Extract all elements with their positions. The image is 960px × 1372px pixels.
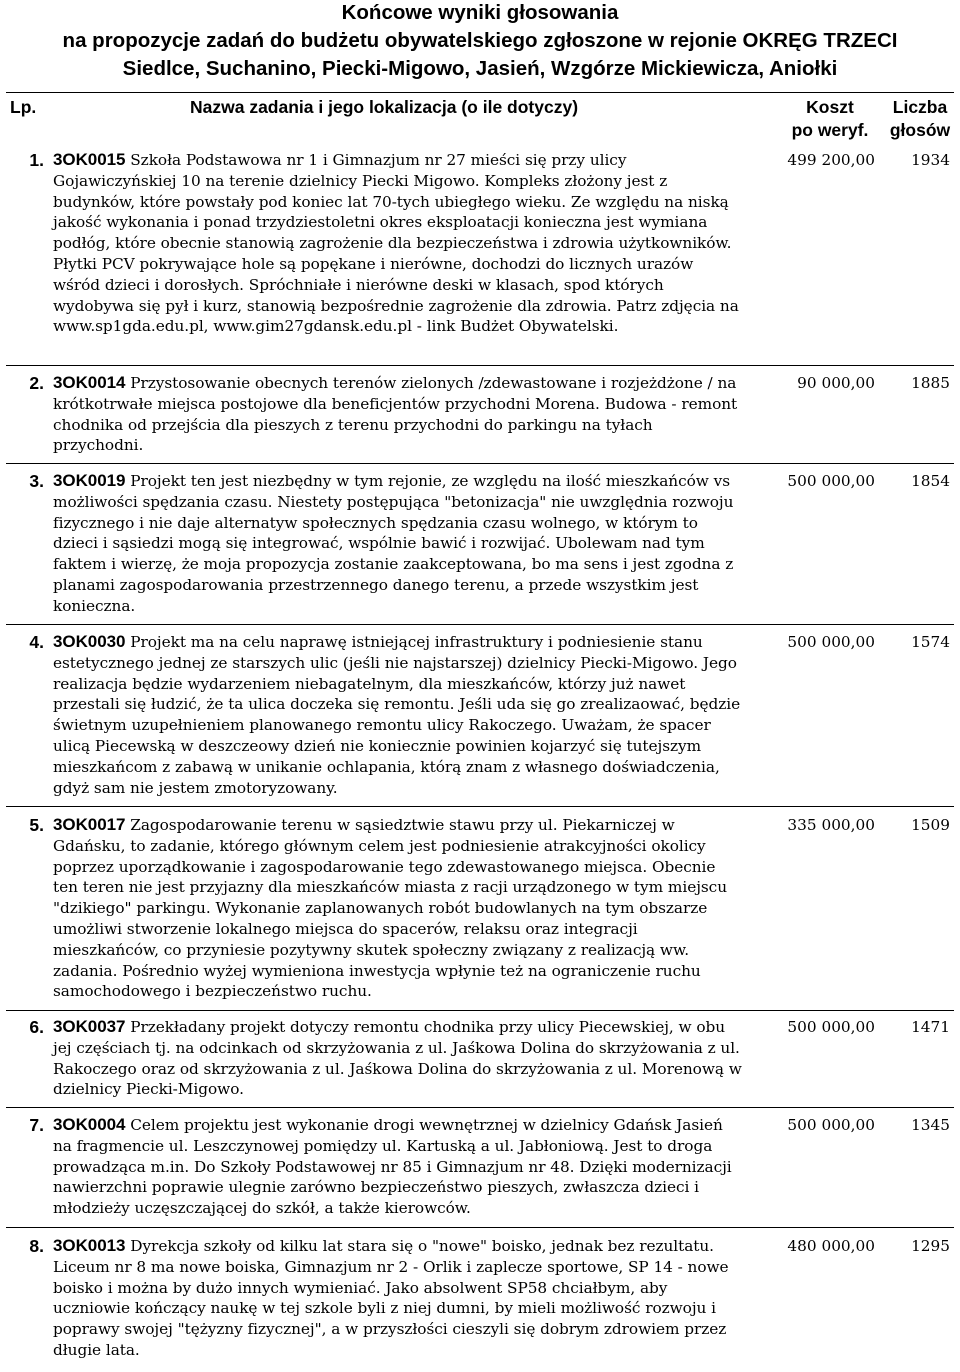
- row-description: [53, 1017, 743, 1100]
- row-number: 7.: [29, 1115, 44, 1135]
- project-code: 3OK0030: [53, 632, 126, 651]
- document-title: [0, 0, 960, 81]
- row-cost: 500 000,00: [787, 1018, 875, 1036]
- project-code: 3OK0014: [53, 373, 126, 392]
- row-cost: 480 000,00: [787, 1237, 875, 1255]
- row-votes: 1345: [911, 1116, 950, 1134]
- title-line-1: Końcowe wyniki głosowania: [341, 1, 619, 24]
- row-number: 8.: [29, 1236, 44, 1256]
- row-separator: [6, 1107, 954, 1108]
- row-separator: [6, 1010, 954, 1011]
- row-votes: 1934: [911, 151, 950, 169]
- project-text: Projekt ma na celu naprawę istniejącej infrastruktury i podniesienie stanu estetycznego jednej ze starszych ulic (jeśli nie najstarszej) dzielnicy Piecki-Migowo. Jego realizacja będzie wydarzeniem niebagatelnym, dla mieszkańców, którzy już nawet przestali się łudzić, że ta ulica doczeka się remontu. Jeśli uda się go zrealizaować, będzie świetnym uzupełnieniem planowanego remontu ulicy Rakoczego. Uważam, że spacer ulicą Piecewską w deszczeowy dzień nie koniecznie powinien kojarzyć się tutejszym mieszkańcom z zabawą w unikanie ochlapania, którą znam z własnego doświadczenia, gdyż sam nie jestem zmotoryzowany.: [53, 633, 741, 797]
- row-cost: 500 000,00: [787, 472, 875, 490]
- column-header-votes-line1: Liczba: [892, 97, 948, 117]
- project-code: 3OK0004: [53, 1115, 126, 1134]
- row-number: 2.: [29, 373, 44, 393]
- project-code: 3OK0017: [53, 815, 126, 834]
- column-header-votes-line2: głosów: [889, 120, 951, 140]
- row-description: [53, 1236, 743, 1361]
- row-separator: [6, 624, 954, 625]
- column-header-cost: [780, 96, 880, 142]
- project-text: Zagospodarowanie terenu w sąsiedztwie stawu przy ul. Piekarniczej w Gdańsku, to zadanie, którego głównym celem jest podniesienie atrakcyjności okolicy poprzez uporządkowanie i zagospodarowanie tego zdewastowanego miejsca. Obecnie ten teren nie jest przyjazny dla mieszkańców miasta z racji urządzonego w tym miejscu "dzikiego" parkingu. Wykonanie zaplanowanych robót budowlanych na tym obszarze umożliwi stworzenie lokalnego miejsca do spacerów, relaksu oraz integracji mieszkańców, co przyniesie pozytywny skutek społeczny związany z realizacją ww. zadania. Pośrednio wyżej wymieniona inwestycja wpłynie też na ograniczenie ruchu samochodowego i bezpieczeństwo ruchu.: [53, 816, 728, 1001]
- project-code: 3OK0013: [53, 1236, 126, 1255]
- row-separator: [6, 1227, 954, 1228]
- project-text: Projekt ten jest niezbędny w tym rejonie, ze względu na ilość mieszkańców vs możliwości spędzania czasu. Niestety postępująca "betonizacja" nie uwzględnia rozwoju fizycznego i nie daje alternatyw społecznych spędzania czasu wolnego, w którym to dzieci i sąsiedzi mogą się integrować, wspólnie bawić i rozwijać. Ubolewam nad tym faktem i wierzę, że moja propozycja zostanie zaakceptowana, bo ma sens i jest zgodna z planami zagospodarowania przestrzennego danego terenu, a przede wszystkim jest konieczna.: [53, 472, 734, 615]
- header-top-rule: [6, 92, 954, 93]
- row-votes: 1885: [911, 374, 950, 392]
- project-text: Przystosowanie obecnych terenów zielonych /zdewastowane i rozjeżdżone / na krótkotrwałe miejsca postojowe dla beneficjentów przychodni Morena. Budowa - remont chodnika od przejścia dla pieszych z terenu przychodni do parkingu na tyłach przychodni.: [53, 374, 738, 455]
- row-cost: 500 000,00: [787, 633, 875, 651]
- row-separator: [6, 806, 954, 807]
- title-line-2: na propozycje zadań do budżetu obywatelskiego zgłoszone w rejonie OKRĘG TRZECI: [62, 29, 898, 52]
- title-line-3: Siedlce, Suchanino, Piecki-Migowo, Jasień, Wzgórze Mickiewicza, Aniołki: [122, 57, 838, 80]
- row-votes: 1574: [911, 633, 950, 651]
- row-number: 3.: [29, 471, 44, 491]
- row-votes: 1295: [911, 1237, 950, 1255]
- project-text: Dyrekcja szkoły od kilku lat stara się o "nowe" boisko, jednak bez rezultatu. Liceum nr 8 ma nowe boiska, Gimnazjum nr 2 - Orlik i zaplecze sportowe, SP 14 - nowe boisko i można by dużo innych wymieniać. Jako absolwent SP58 chciałbym, aby uczniowie kończący naukę w tej szkole byli z niej dumni, by mieli możliwość rozwoju i poprawy swojej "tężyzny fizycznej", a w przyszłości cieszyli się dobrym zdrowiem przez długie lata.: [53, 1237, 729, 1359]
- row-votes: 1509: [911, 816, 950, 834]
- row-description: [53, 150, 743, 337]
- project-text: Przekładany projekt dotyczy remontu chodnika przy ulicy Piecewskiej, w obu jej częściach tj. na odcinkach od skrzyżowania z ul. Jaśkowa Dolina do skrzyżowania z ul. Rakoczego oraz od skrzyżowania z ul. Jaśkowa Dolina do skrzyżowania z ul. Morenową w dzielnicy Piecki-Migowo.: [53, 1018, 742, 1099]
- project-text: Szkoła Podstawowa nr 1 i Gimnazjum nr 27 mieści się przy ulicy Gojawiczyńskiej 10 na terenie dzielnicy Piecki Migowo. Kompleks złożony jest z budynków, które powstały pod koniec lat 70-tych ubiegłego wieku. Ze względu na niską jakość wykonania i ponad trzydziestoletni okres eksploatacji konieczna jest wymiana podłóg, które obecnie stanowią zagrożenie dla bezpieczeństwa i zdrowia użytkowników. Płytki PCV pokrywające hole są popękane i nierówne, dochodzi do licznych urazów wśród dzieci i dorosłych. Spróchniałe i nierówne deski w klasach, spod których wydobywa się pył i kurz, stanowią bezpośrednie zagrożenie dla zdrowia. Patrz zdjęcia na www.sp1gda.edu.pl, www.gim27gdansk.edu.pl - link Budżet Obywatelski.: [53, 151, 739, 336]
- row-cost: 335 000,00: [787, 816, 875, 834]
- row-cost: 499 200,00: [787, 151, 875, 169]
- project-code: 3OK0037: [53, 1017, 126, 1036]
- project-text: Celem projektu jest wykonanie drogi wewnętrznej w dzielnicy Gdańsk Jasień na fragmencie ul. Leszczynowej pomiędzy ul. Kartuską a ul. Jabłoniową. Jest to droga prowadząca m.in. Do Szkoły Podstawowej nr 85 i Gimnazjum nr 48. Dzięki modernizacji nawierzchni poprawie ulegnie zarówno bezpieczeństwo pieszych, zwłaszcza dzieci i młodzieży uczęszczającej do szkół, a także kierowców.: [53, 1116, 732, 1218]
- row-description: [53, 471, 743, 617]
- row-description: [53, 373, 743, 456]
- row-description: [53, 815, 743, 1002]
- row-separator: [6, 365, 954, 366]
- column-header-cost-line1: Koszt: [806, 97, 854, 117]
- column-header-votes: [880, 96, 960, 142]
- row-separator: [6, 463, 954, 464]
- column-header-name: Nazwa zadania i jego lokalizacja (o ile dotyczy): [190, 97, 579, 117]
- row-number: 5.: [29, 815, 44, 835]
- project-code: 3OK0015: [53, 150, 126, 169]
- row-votes: 1854: [911, 472, 950, 490]
- project-code: 3OK0019: [53, 471, 126, 490]
- row-number: 1.: [29, 150, 44, 170]
- column-header-lp: Lp.: [10, 97, 37, 117]
- row-number: 6.: [29, 1017, 44, 1037]
- row-number: 4.: [29, 632, 44, 652]
- row-cost: 500 000,00: [787, 1116, 875, 1134]
- row-description: [53, 632, 743, 798]
- row-votes: 1471: [911, 1018, 950, 1036]
- row-description: [53, 1115, 743, 1219]
- row-cost: 90 000,00: [797, 374, 875, 392]
- column-header-cost-line2: po weryf.: [791, 120, 869, 140]
